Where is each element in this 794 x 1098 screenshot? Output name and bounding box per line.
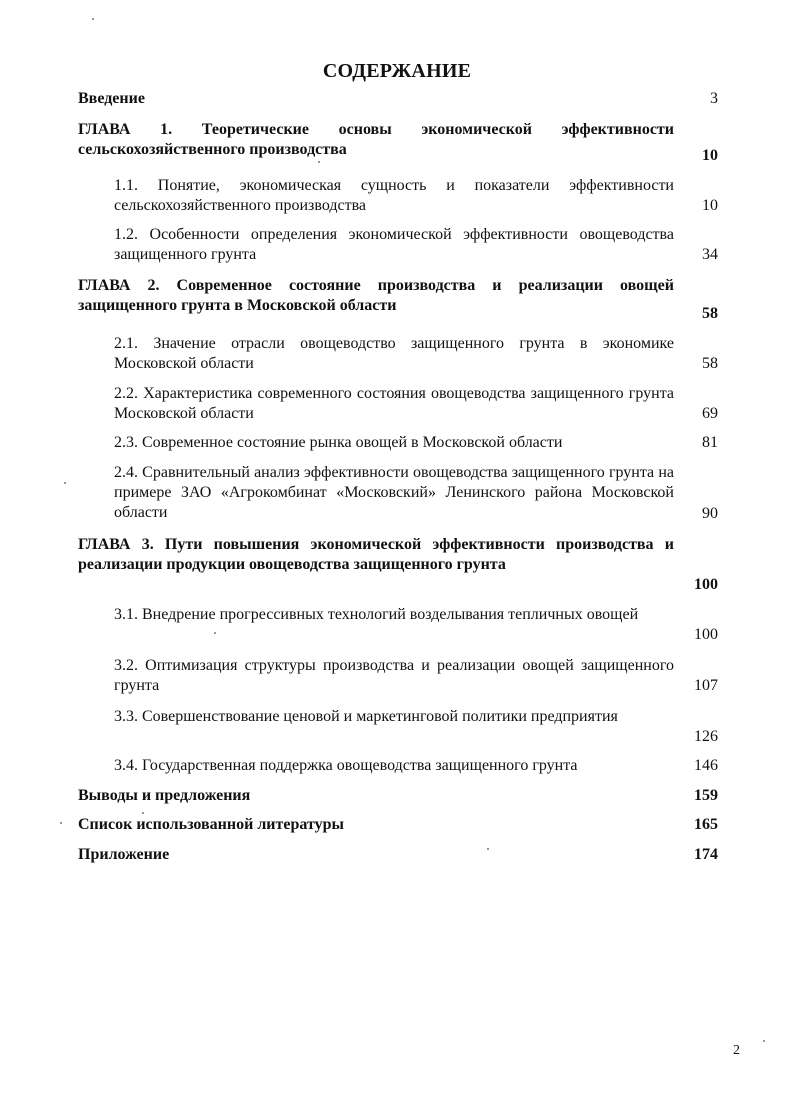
toc-entry-page: 126 [694, 728, 718, 745]
toc-entry-page: 100 [694, 626, 718, 643]
toc-entry-page: 159 [694, 787, 718, 804]
toc-entry-page: 100 [694, 576, 718, 593]
scan-speck [214, 632, 216, 634]
page-number: 2 [733, 1043, 740, 1058]
toc-entry-page: 165 [694, 816, 718, 833]
toc-entry-text: 3.2. Оптимизация структуры производства и реализации овощей защищенного грунта [114, 657, 674, 694]
scan-speck [318, 161, 320, 163]
page-title: СОДЕРЖАНИЕ [322, 60, 472, 82]
toc-entry-text: 2.1. Значение отрасли овощеводство защищенного грунта в экономике Московской области [114, 335, 674, 372]
toc-entry-page: 10 [702, 147, 718, 164]
toc-entry-page: 81 [702, 434, 718, 451]
scan-speck [60, 822, 62, 824]
toc-entry-text: 3.4. Государственная поддержка овощеводства защищенного грунта [114, 757, 578, 774]
toc-entry-text: 1.2. Особенности определения экономической эффективности овощеводства защищенного грунта [114, 226, 674, 263]
toc-entry-text: ГЛАВА 1. Теоретические основы экономической эффективности сельскохозяйственного производства [78, 121, 674, 158]
toc-entry-page: 146 [694, 757, 718, 774]
toc-entry-page: 174 [694, 846, 718, 863]
scan-speck [487, 848, 489, 850]
toc-entry-page: 90 [702, 505, 718, 522]
scan-speck [142, 812, 144, 814]
toc-entry-page: 10 [702, 197, 718, 214]
toc-entry-page: 58 [702, 305, 718, 322]
toc-entry-text: Введение [78, 90, 145, 107]
toc-entry-text: 2.3. Современное состояние рынка овощей в Московской области [114, 434, 563, 451]
toc-entry-page: 69 [702, 405, 718, 422]
scan-speck [64, 482, 66, 484]
toc-entry-text: ГЛАВА 3. Пути повышения экономической эффективности производства и реализации продукции овощеводства защищенного грунта [78, 536, 674, 573]
toc-entry-page: 58 [702, 355, 718, 372]
scan-speck [763, 1040, 765, 1042]
toc-entry-text: 3.3. Совершенствование ценовой и маркетинговой политики предприятия [114, 708, 618, 725]
toc-entry-text: 2.2. Характеристика современного состояния овощеводства защищенного грунта Московской области [114, 385, 674, 422]
toc-entry-page: 34 [702, 246, 718, 263]
toc-entry-page: 3 [710, 90, 718, 107]
toc-entry-text: 2.4. Сравнительный анализ эффективности овощеводства защищенного грунта на примере ЗАО «Агрокомбинат «Московский» Ленинского района Московской области [114, 464, 674, 521]
toc-entry-text: 3.1. Внедрение прогрессивных технологий возделывания тепличных овощей [114, 606, 639, 623]
toc-entry-text: Приложение [78, 846, 170, 863]
scan-speck [92, 18, 94, 20]
toc-entry-page: 107 [694, 677, 718, 694]
toc-entry-text: 1.1. Понятие, экономическая сущность и показатели эффективности сельскохозяйственного производства [114, 177, 674, 214]
toc-entry-text: Список использованной литературы [78, 816, 344, 833]
toc-entry-text: Выводы и предложения [78, 787, 251, 804]
toc-entry-text: ГЛАВА 2. Современное состояние производства и реализации овощей защищенного грунта в Московской области [78, 277, 674, 314]
